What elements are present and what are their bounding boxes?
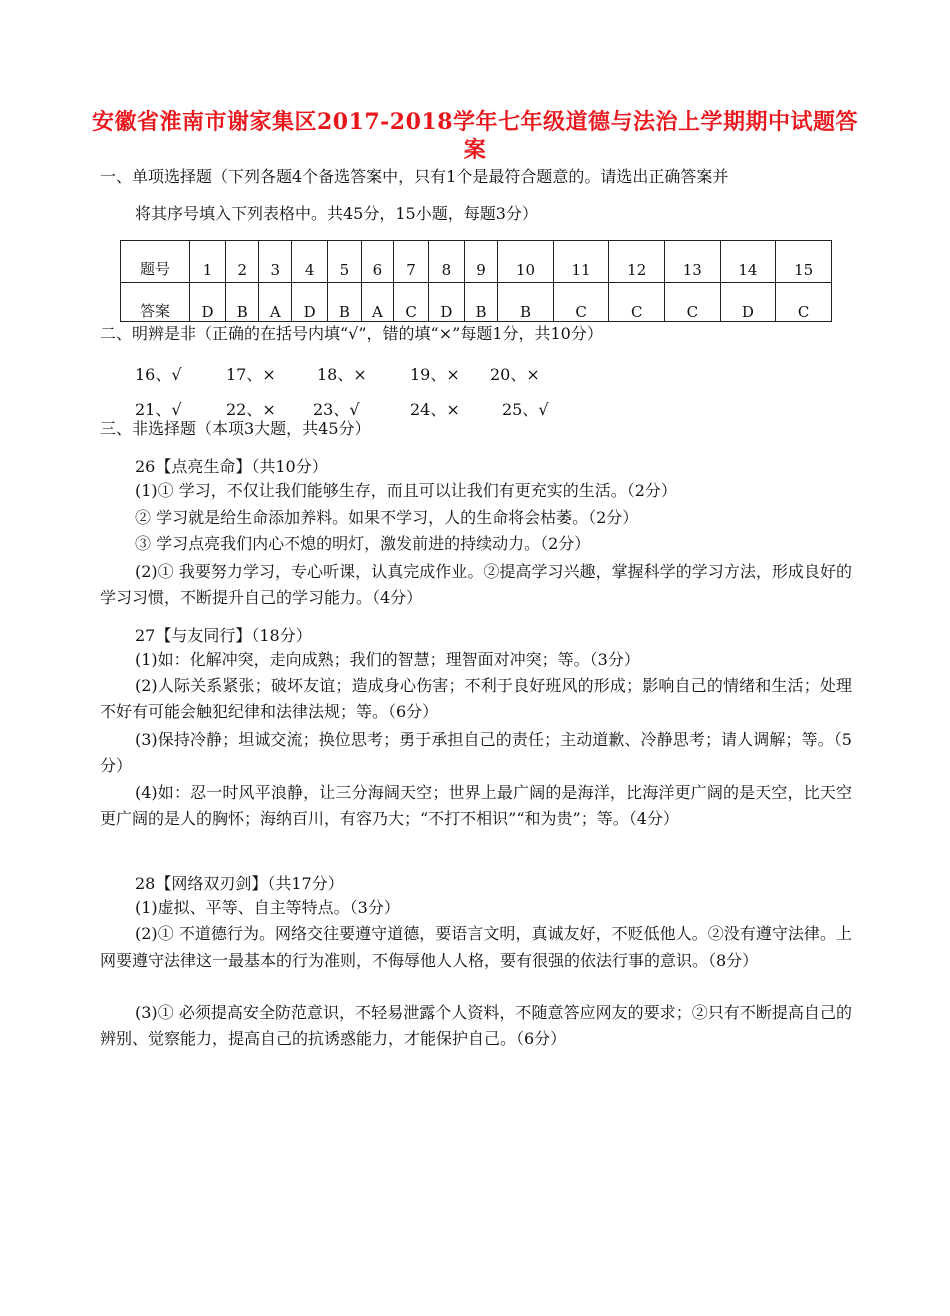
q27-answer-3: (3)保持冷静；坦诚交流；换位思考；勇于承担自己的责任；主动道歉、冷静思考；请人调解；等。（5分） [100,730,852,775]
answer-cell: C [553,283,609,322]
question-number-row [121,241,832,283]
question-number-cell: 12 [609,241,665,283]
answer-table [120,240,832,322]
question-number-cell: 5 [328,241,361,283]
answer-cell: A [361,283,394,322]
true-false-item: 19、× [410,365,460,384]
section1-instructions-line2: 将其序号填入下列表格中。共45分，15小题，每题3分） [135,204,538,223]
q28-title: 28【网络双刃剑】（共17分） [135,874,344,893]
q27-answer-4: (4)如：忍一时风平浪静，让三分海阔天空；世界上最广阔的是海洋，比海洋更广阔的是天空，比天空更广阔的是人的胸怀；海纳百川，有容乃大；“不打不相识”“和为贵”；等。（4分） [100,783,852,828]
true-false-item: 25、√ [502,400,549,419]
q27-answer-1: (1)如：化解冲突，走向成熟；我们的智慧；理智面对冲突；等。（3分） [135,650,640,669]
q26-answer-1: (1)① 学习，不仅让我们能够生存，而且可以让我们有更充实的生活。（2分） [135,481,677,500]
question-number-cell: 14 [720,241,776,283]
answer-cell: C [394,283,429,322]
question-number-cell: 13 [665,241,721,283]
answer-cell: C [776,283,832,322]
section3-heading: 三、非选择题（本项3大题，共45分） [100,419,371,438]
question-number-cell: 9 [464,241,497,283]
answer-cell: B [498,283,554,322]
q26-answer-2: ② 学习就是给生命添加养料。如果不学习，人的生命将会枯萎。（2分） [135,508,639,527]
q26-title: 26【点亮生命】（共10分） [135,457,328,476]
question-number-cell: 6 [361,241,394,283]
true-false-item: 24、× [410,400,460,419]
true-false-item: 16、√ [135,365,182,384]
section2-heading: 二、明辨是非（正确的在括号内填“√”，错的填“×”每题1分，共10分） [100,324,603,343]
answer-cell: B [226,283,259,322]
true-false-item: 20、× [490,365,540,384]
answer-cell: C [665,283,721,322]
true-false-item: 18、× [317,365,367,384]
q26-answer-4: (2)① 我要努力学习，专心听课，认真完成作业。②提高学习兴趣，掌握科学的学习方法，形成良好的学习习惯，不断提升自己的学习能力。（4分） [100,562,852,607]
question-number-cell: 7 [394,241,429,283]
question-number-cell: 15 [776,241,832,283]
question-number-cell: 4 [292,241,328,283]
q28-answer-3: (3)① 必须提高安全防范意识，不轻易泄露个人资料，不随意答应网友的要求；②只有不断提高自己的辨别、觉察能力，提高自己的抗诱惑能力，才能保护自己。（6分） [100,1003,852,1048]
answer-cell: D [292,283,328,322]
document-title: 安徽省淮南市谢家集区2017-2018学年七年级道德与法治上学期期中试题答案 [91,109,859,163]
question-number-cell: 11 [553,241,609,283]
true-false-item: 22、× [226,400,276,419]
question-number-cell: 3 [259,241,292,283]
q28-answer-2: (2)① 不道德行为。网络交往要遵守道德，要语言文明，真诚友好，不贬低他人。②没有遵守法律。上网要遵守法律这一最基本的行为准则，不侮辱他人人格，要有很强的依法行事的意识。（8分） [100,924,852,970]
answer-cell: D [720,283,776,322]
answer-cell: B [328,283,361,322]
answer-header: 答案 [121,283,190,322]
question-number-cell: 2 [226,241,259,283]
question-number-cell: 1 [190,241,226,283]
section1-instructions-line1: 一、单项选择题（下列各题4个备选答案中，只有1个是最符合题意的。请选出正确答案并 [100,167,729,186]
q26-answer-3: ③ 学习点亮我们内心不熄的明灯，激发前进的持续动力。（2分） [135,534,591,553]
answer-cell: A [259,283,292,322]
answer-cell: C [609,283,665,322]
question-number-cell: 8 [428,241,464,283]
answer-cell: D [190,283,226,322]
true-false-item: 21、√ [135,400,182,419]
q27-title: 27【与友同行】（18分） [135,626,312,645]
answer-cell: B [464,283,497,322]
question-number-cell: 10 [498,241,554,283]
true-false-item: 17、× [226,365,276,384]
answer-row [121,283,832,322]
true-false-item: 23、√ [313,400,360,419]
answer-cell: D [428,283,464,322]
question-number-header: 题号 [121,241,190,283]
q27-answer-2: (2)人际关系紧张；破坏友谊；造成身心伤害；不利于良好班风的形成；影响自己的情绪和生活；处理不好有可能会触犯纪律和法律法规；等。（6分） [100,676,852,721]
q28-answer-1: (1)虚拟、平等、自主等特点。（3分） [135,898,400,917]
